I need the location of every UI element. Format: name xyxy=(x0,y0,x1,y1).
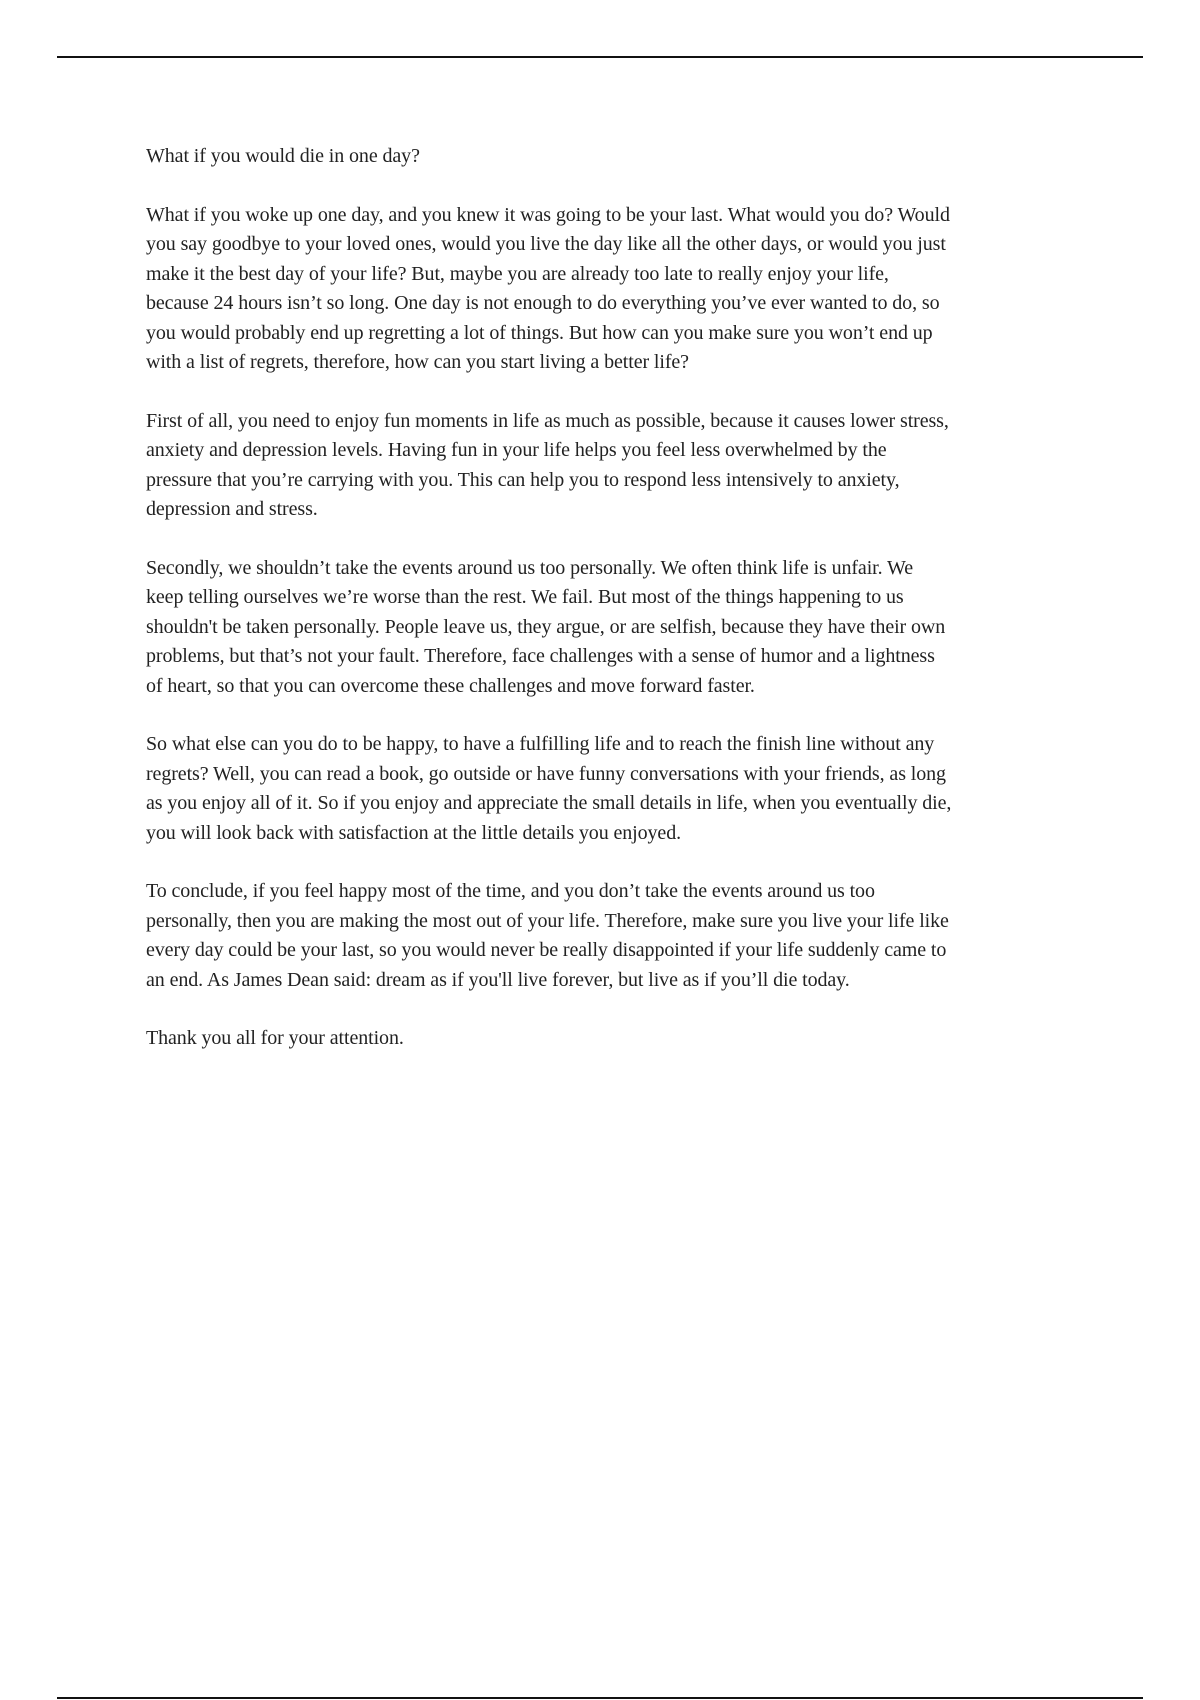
paragraph-line: regrets? Well, you can read a book, go outside or have funny conversations with your friends, as long xyxy=(146,762,946,785)
paragraph-third xyxy=(146,730,1066,848)
paragraph-line: pressure that you’re carrying with you. This can help you to respond less intensively to anxiety, xyxy=(146,468,900,491)
paragraph-line: To conclude, if you feel happy most of the time, and you don’t take the events around us too xyxy=(146,880,875,902)
document-body xyxy=(146,142,1066,1083)
paragraph-line: problems, but that’s not your fault. Therefore, face challenges with a sense of humor and a lightness xyxy=(146,645,935,667)
paragraph-line: So what else can you do to be happy, to have a fulfilling life and to reach the finish line without any xyxy=(146,733,935,755)
paragraph-line: you would probably end up regretting a lot of things. But how can you make sure you won’t end up xyxy=(146,321,933,344)
paragraph-line: because 24 hours isn’t so long. One day is not enough to do everything you’ve ever wanted to do, so xyxy=(146,292,940,314)
paragraph-line: depression and stress. xyxy=(146,498,318,520)
paragraph-line: every day could be your last, so you would never be really disappointed if your life suddenly came to xyxy=(146,939,947,961)
paragraph-line: keep telling ourselves we’re worse than the rest. We fail. But most of the things happening to us xyxy=(146,586,904,608)
paragraph-first xyxy=(146,407,1066,525)
paragraph-second xyxy=(146,554,1066,702)
paragraph-line: anxiety and depression levels. Having fun in your life helps you feel less overwhelmed by the xyxy=(146,439,887,461)
paragraph-line: make it the best day of your life? But, maybe you are already too late to really enjoy your life, xyxy=(146,262,889,285)
paragraph-line: First of all, you need to enjoy fun moments in life as much as possible, because it causes lower stress, xyxy=(146,409,949,432)
document-title: What if you would die in one day? xyxy=(146,145,420,167)
paragraph-line: as you enjoy all of it. So if you enjoy and appreciate the small details in life, when you eventually die, xyxy=(146,792,952,814)
header-rule xyxy=(57,56,1143,58)
paragraph-line: What if you woke up one day, and you knew it was going to be your last. What would you do? Would xyxy=(146,203,950,226)
paragraph-conclusion xyxy=(146,877,1066,995)
paragraph-line: of heart, so that you can overcome these challenges and move forward faster. xyxy=(146,674,755,697)
paragraph-line: Secondly, we shouldn’t take the events around us too personally. We often think life is unfair. We xyxy=(146,556,914,579)
paragraph-line: personally, then you are making the most out of your life. Therefore, make sure you live your life like xyxy=(146,909,949,932)
paragraph-line: with a list of regrets, therefore, how can you start living a better life? xyxy=(146,351,689,373)
footer-rule xyxy=(57,1697,1143,1699)
paragraph-intro xyxy=(146,201,1066,378)
closing-line: Thank you all for your attention. xyxy=(146,1027,404,1049)
paragraph-line: you will look back with satisfaction at the little details you enjoyed. xyxy=(146,821,682,844)
paragraph-line: you say goodbye to your loved ones, would you live the day like all the other days, or would you just xyxy=(146,233,946,255)
paragraph-line: shouldn't be taken personally. People leave us, they argue, or are selfish, because they have their own xyxy=(146,615,946,638)
paragraph-line: an end. As James Dean said: dream as if you'll live forever, but live as if you’ll die today. xyxy=(146,968,850,991)
